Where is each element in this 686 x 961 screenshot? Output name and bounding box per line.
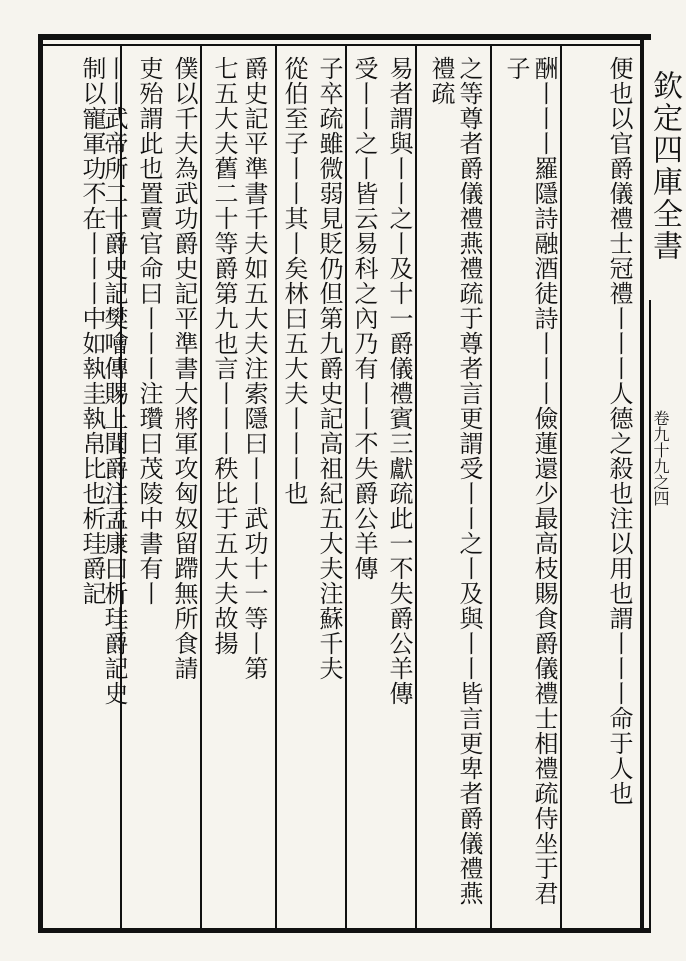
text-column-1: 便也以官爵儀禮士冠禮丨丨丨人德之殺也注以用也謂丨丨丨命于人也 [605,56,633,806]
margin-right-rule [649,300,651,930]
column-divider [560,46,562,928]
text-column-10: 僕以千夫為武功爵史記平準書大將軍攻匈奴留蹛無所食請 [170,56,198,681]
frame-top-inner-rule [40,44,640,46]
text-column-13: 制以寵軍功不在丨丨丨中如執圭執帛比也析珪爵記 [78,56,106,606]
volume-label: 卷九十九之四 [651,410,670,506]
text-column-2: 酬丨丨丨羅隱詩融酒徒詩丨丨丨儉蓮還少最高枝賜食爵儀禮士相禮疏侍坐于君子 [502,56,558,906]
text-column-6: 子卒疏雖微弱見貶仍但第九爵史記高祖紀五大夫注蘇千夫 [315,56,343,681]
frame-right-rule [640,34,644,932]
text-column-8: 爵史記平準書千夫如五大夫注索隱曰丨丨武功十一等丨第 [240,56,268,681]
text-column-12: 丨丨武帝所二十爵史記樊噲傳賜上聞爵注孟康曰析珪爵記史 [100,56,128,706]
frame-bottom-rule [38,928,651,933]
text-column-7: 從伯至子丨丨其丨矣林曰五大夫丨丨丨也 [280,56,308,506]
column-divider [415,46,417,928]
text-column-4: 易者謂與丨丨之丨及十一爵儀禮賓三獻疏此一不失爵公羊傳 [385,56,413,706]
column-divider [490,46,492,928]
book-title: 欽定四庫全書 [647,70,682,262]
frame-top-rule [38,34,651,40]
text-column-9: 七五大夫舊二十等爵第九也言丨丨丨秩比于五大夫故揚 [210,56,238,656]
text-column-11: 吏殆謂此也置賣官命曰丨丨丨注瓚曰茂陵中書有丨 [135,56,163,606]
text-column-5: 受丨丨之丨皆云易科之內乃有丨丨不失爵公羊傳 [350,56,378,581]
text-column-3: 之等尊者爵儀禮燕禮疏于尊者言更謂受丨丨之丨及與丨丨皆言更卑者爵儀禮燕禮疏 [427,56,483,906]
frame-left-rule [38,34,43,932]
